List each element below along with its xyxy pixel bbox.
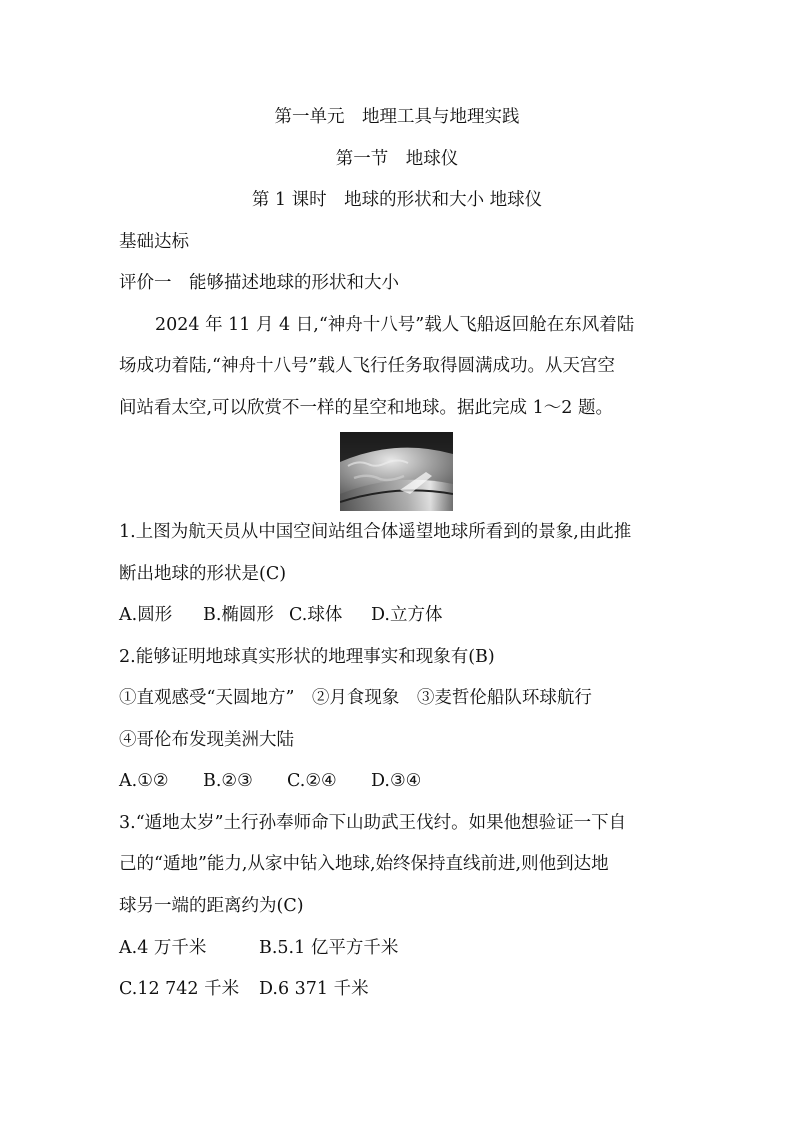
option-b: B.椭圆形 [203, 605, 274, 625]
basic-label: 基础达标 [119, 232, 189, 252]
question-1-line-2: 断出地球的形状是(C) [119, 564, 287, 584]
evaluation-heading: 评价一 能够描述地球的形状和大小 [119, 273, 399, 293]
option-a: A.圆形 [119, 605, 173, 625]
question-1-line-1: 1.上图为航天员从中国空间站组合体遥望地球所看到的景象,由此推 [119, 522, 632, 542]
option-a: A.4 万千米 [119, 938, 207, 958]
question-1-options [119, 607, 442, 625]
earth-from-space-photo [340, 432, 453, 511]
question-2-facts-line-2: ④哥伦布发现美洲大陆 [119, 730, 294, 750]
intro-line-3: 间站看太空,可以欣赏不一样的星空和地球。据此完成 1～2 题。 [119, 398, 613, 418]
question-3-line-3: 球另一端的距离约为(C) [119, 896, 304, 916]
earth-photo-drawing [340, 432, 453, 511]
question-2-stem: 2.能够证明地球真实形状的地理事实和现象有(B) [119, 647, 495, 667]
option-c: C.②④ [287, 771, 337, 791]
question-3-options-row-2 [119, 981, 369, 999]
intro-line-2: 场成功着陆,“神舟十八号”载人飞行任务取得圆满成功。从天宫空 [119, 356, 615, 376]
option-d: D.③④ [371, 771, 422, 791]
question-3-line-1: 3.“遁地太岁”土行孙奉师命下山助武王伐纣。如果他想验证一下自 [119, 813, 627, 833]
option-d: D.6 371 千米 [259, 979, 369, 999]
intro-line-1: 2024 年 11 月 4 日,“神舟十八号”载人飞船返回舱在东风着陆 [155, 315, 635, 335]
question-3-line-2: 己的“遁地”能力,从家中钻入地球,始终保持直线前进,则他到达地 [119, 854, 609, 874]
option-b: B.②③ [203, 771, 253, 791]
unit-heading: 第一单元 地理工具与地理实践 [274, 107, 520, 127]
option-d: D.立方体 [371, 605, 443, 625]
question-2-options [119, 773, 421, 791]
option-c: C.球体 [289, 605, 343, 625]
option-a: A.①② [119, 771, 169, 791]
option-b: B.5.1 亿平方千米 [259, 938, 399, 958]
option-c: C.12 742 千米 [119, 979, 240, 999]
question-2-facts-line-1: ①直观感受“天圆地方” ②月食现象 ③麦哲伦船队环球航行 [119, 688, 592, 708]
lesson-heading: 第 1 课时 地球的形状和大小 地球仪 [251, 190, 543, 210]
question-3-options-row-1 [119, 940, 398, 958]
section-heading: 第一节 地球仪 [335, 149, 459, 169]
